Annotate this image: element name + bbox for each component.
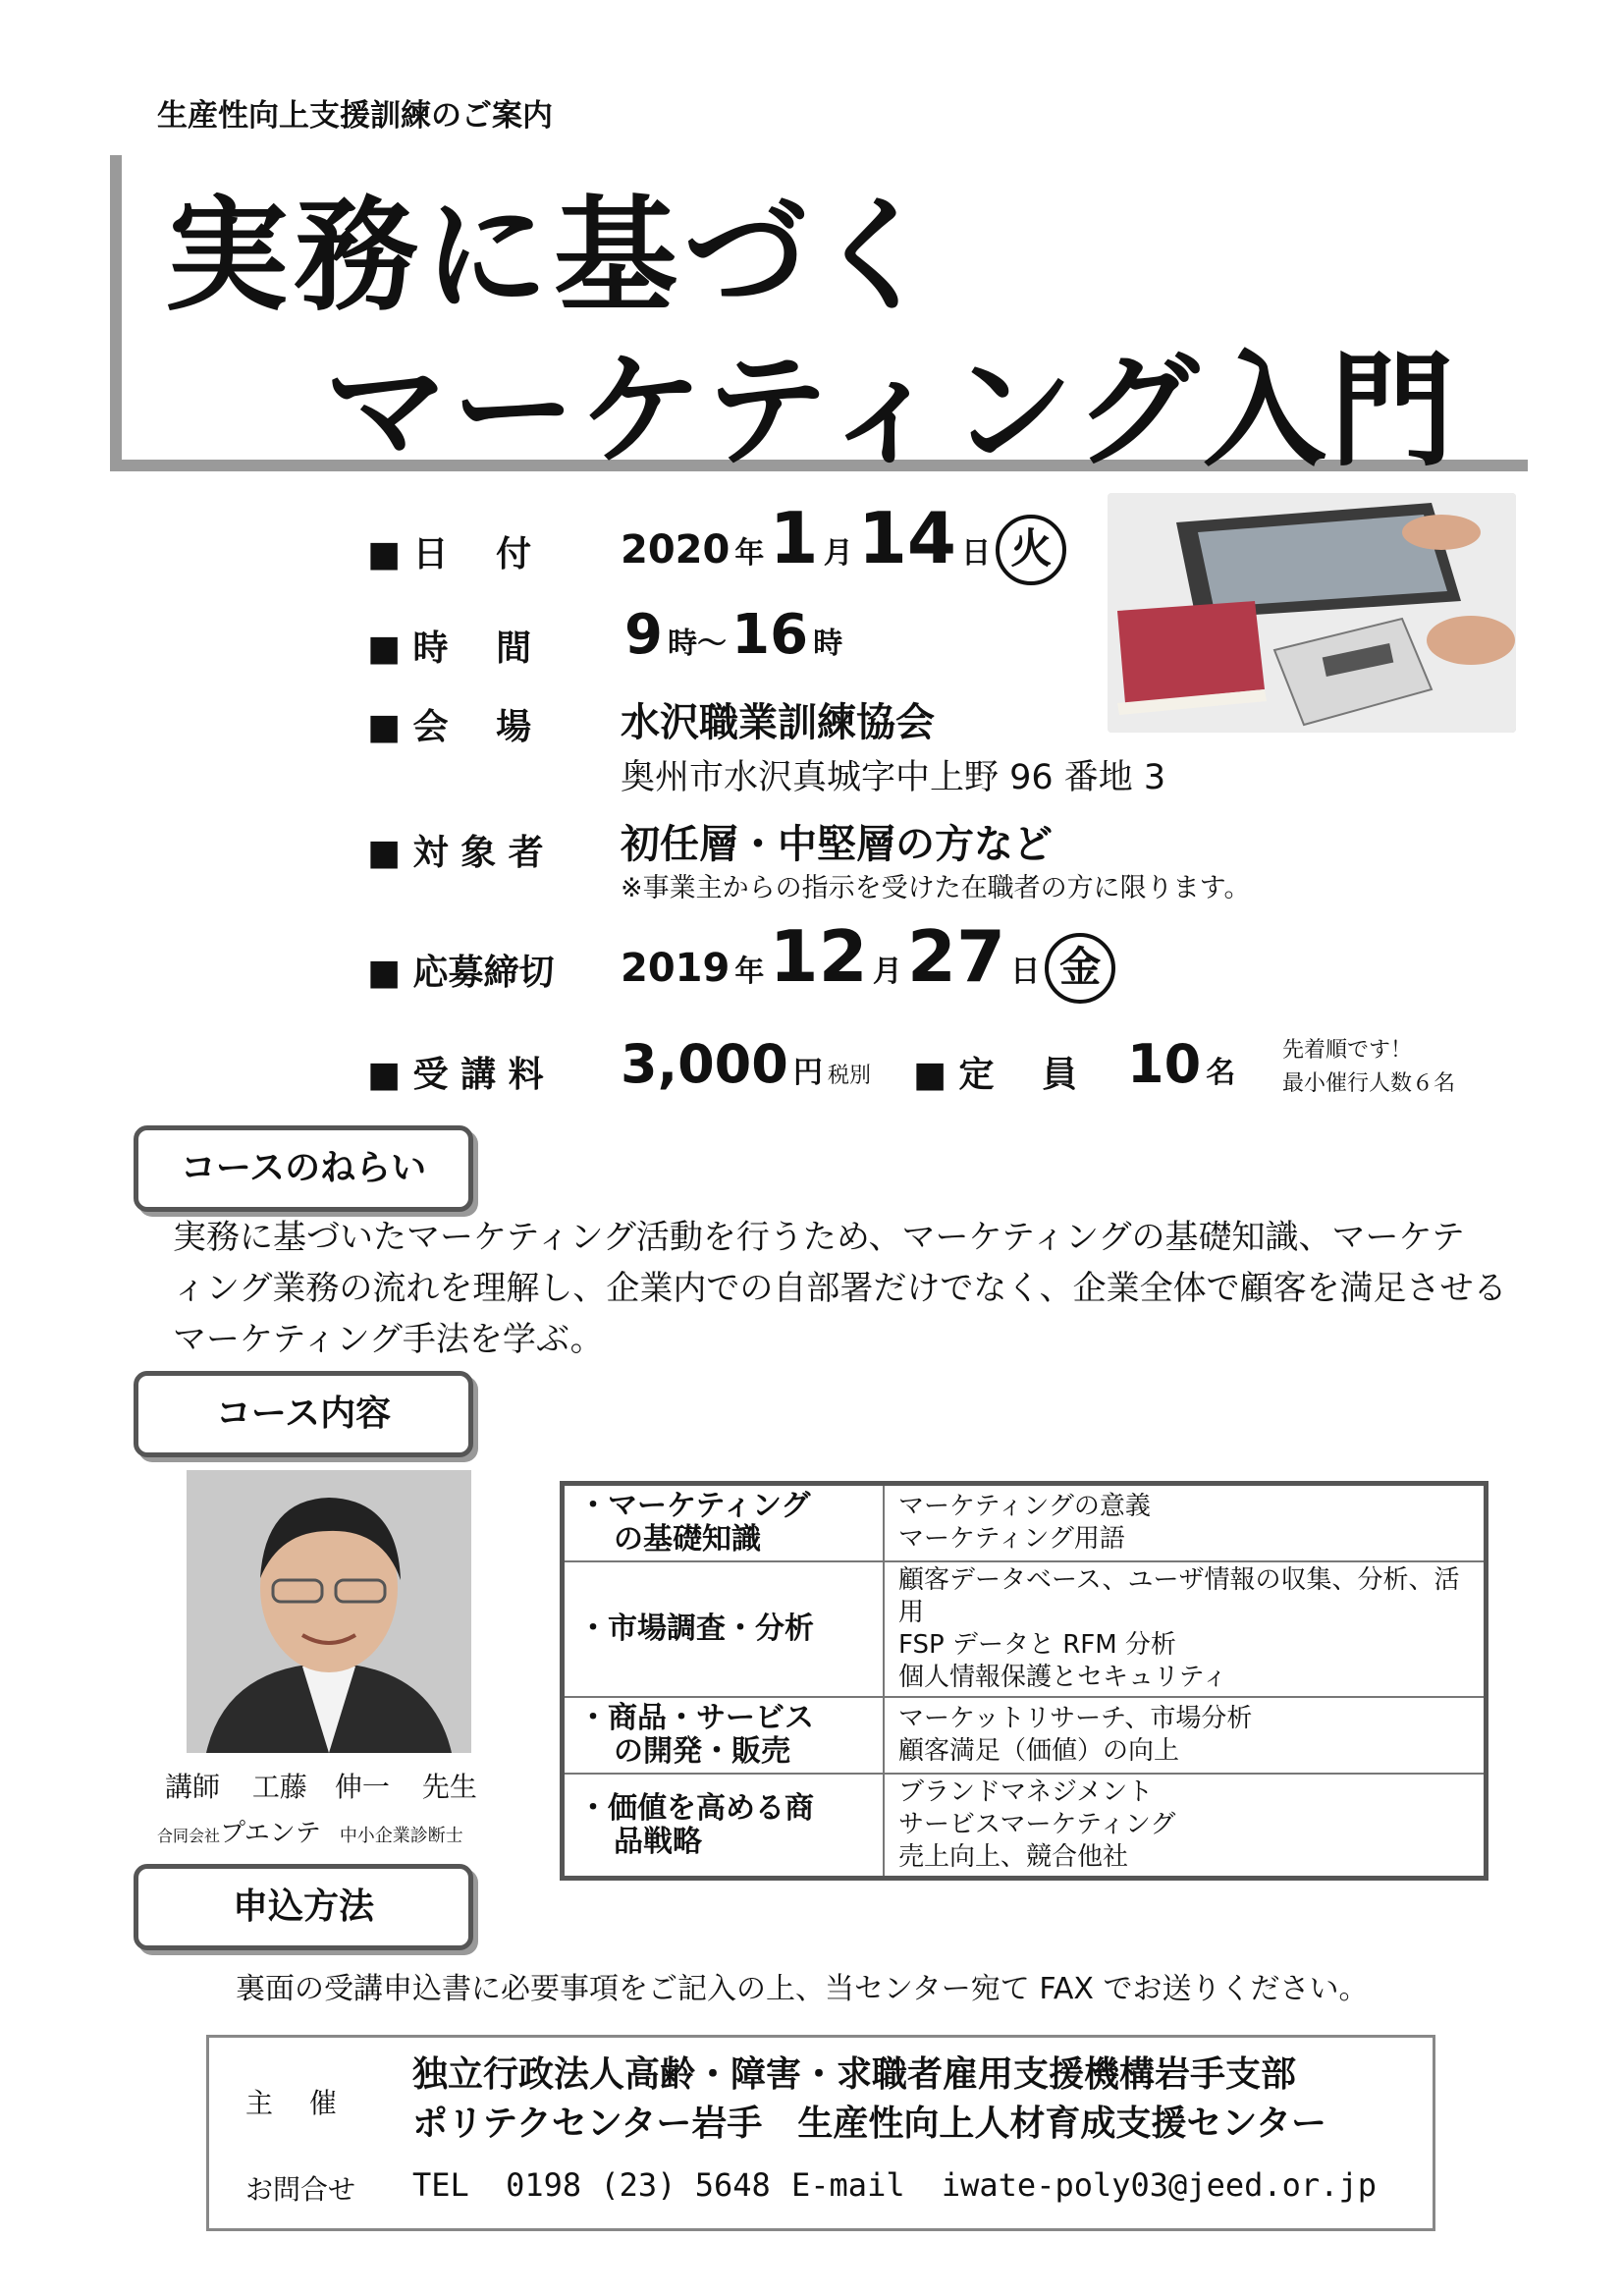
list-item: サービスマーケティング xyxy=(898,1810,1176,1839)
deadline-weekday-badge: 金 xyxy=(1045,933,1115,1004)
time-separator: 時〜 xyxy=(668,627,728,661)
apply-instructions: 裏面の受講申込書に必要事項をご記入の上、当センター宛て FAX でお送りください。 xyxy=(236,1972,1369,2006)
list-item: 個人情報保護とセキュリティ xyxy=(898,1663,1228,1692)
items-cell xyxy=(884,1697,1487,1774)
fee-amount: 3,000 xyxy=(621,1033,788,1095)
capacity-label: ■ 定 員 xyxy=(913,1055,1078,1095)
sponsor-line-1: 独立行政法人高齢・障害・求職者雇用支援機構岩手支部 xyxy=(412,2054,1297,2095)
deadline-year: 2019 xyxy=(621,946,730,991)
table-row xyxy=(563,1561,1487,1697)
sponsor-line-2: ポリテクセンター岩手 生産性向上人材育成支援センター xyxy=(412,2104,1326,2144)
capacity-value xyxy=(1127,1033,1235,1095)
fee-label: ■ 受 講 料 xyxy=(367,1055,544,1095)
table-row xyxy=(563,1697,1487,1774)
list-item: FSP データと RFM 分析 xyxy=(898,1630,1176,1660)
sponsor-label: 主 催 xyxy=(245,2087,337,2119)
list-item: 顧客満足（価値）の向上 xyxy=(898,1736,1180,1766)
contact-label: お問合せ xyxy=(245,2173,356,2206)
page-title-line1: 実務に基づく xyxy=(165,184,943,328)
date-month: 1 xyxy=(769,497,819,579)
instructor-portrait-illustration xyxy=(187,1470,471,1753)
date-day-unit: 日 xyxy=(961,536,992,571)
fee-value xyxy=(621,1033,871,1095)
table-row xyxy=(563,1774,1487,1879)
date-label: ■ 日 付 xyxy=(367,534,532,574)
target-value: 初任層・中堅層の方など xyxy=(621,822,1053,867)
date-value xyxy=(621,497,1066,585)
items-cell xyxy=(884,1774,1487,1879)
items-cell xyxy=(884,1561,1487,1697)
table-row xyxy=(563,1484,1487,1562)
list-item: 売上向上、競合他社 xyxy=(898,1842,1129,1872)
section-heading-aim: コースのねらい xyxy=(134,1125,473,1212)
topic-cell: ・価値を高める商 品戦略 xyxy=(563,1774,885,1879)
company-prefix: 合同会社 xyxy=(157,1827,221,1845)
capacity-number: 10 xyxy=(1127,1033,1202,1095)
instructor-honorific: 先生 xyxy=(421,1771,477,1803)
tel-number: 0198 (23) 5648 xyxy=(506,2166,771,2204)
date-year: 2020 xyxy=(621,527,730,573)
contact-email xyxy=(791,2166,1377,2204)
deadline-label: ■ 応募締切 xyxy=(367,953,555,993)
date-weekday-badge: 火 xyxy=(996,515,1066,585)
deadline-day-unit: 日 xyxy=(1010,955,1041,989)
deadline-month: 12 xyxy=(769,915,868,998)
aim-line-3: マーケティング手法を学ぶ。 xyxy=(173,1320,604,1359)
time-end: 16 xyxy=(731,603,809,667)
desk-photo xyxy=(1108,493,1516,733)
topic-cell: ・商品・サービス の開発・販売 xyxy=(563,1697,885,1774)
venue-address: 奥州市水沢真城字中上野 96 番地 3 xyxy=(621,758,1166,797)
deadline-year-unit: 年 xyxy=(734,955,765,989)
aim-line-1: 実務に基づいたマーケティング活動を行うため、マーケティングの基礎知識、マーケテ xyxy=(173,1218,1465,1257)
list-item: マーケティング用語 xyxy=(898,1524,1125,1554)
tel-label: TEL xyxy=(412,2166,469,2204)
date-month-unit: 月 xyxy=(823,536,853,571)
instructor-photo xyxy=(187,1470,471,1753)
section-heading-content: コース内容 xyxy=(134,1371,473,1457)
list-item: ブランドマネジメント xyxy=(898,1777,1154,1807)
venue-label: ■ 会 場 xyxy=(367,707,532,747)
time-label: ■ 時 間 xyxy=(367,629,532,669)
email-label: E-mail xyxy=(791,2166,905,2204)
capacity-note-first-come: 先着順です！ xyxy=(1282,1038,1413,1063)
instructor-role: 講師 xyxy=(165,1771,221,1803)
contact-phone xyxy=(412,2166,771,2204)
date-day: 14 xyxy=(857,497,957,579)
instructor-name-line xyxy=(165,1766,477,1805)
deadline-value xyxy=(621,915,1115,1004)
topic-cell: ・市場調査・分析 xyxy=(563,1561,885,1697)
time-end-unit: 時 xyxy=(813,627,843,661)
target-note: ※事業主からの指示を受けた在職者の方に限ります。 xyxy=(621,873,1251,903)
aim-line-2: ィング業務の流れを理解し、企業内での自部署だけでなく、企業全体で顧客を満足させる xyxy=(173,1269,1507,1308)
items-cell xyxy=(884,1484,1487,1562)
capacity-note-minimum: 最小催行人数６名 xyxy=(1282,1071,1456,1096)
laptop-calculator-illustration xyxy=(1108,493,1516,733)
flyer-subtitle: 生産性向上支援訓練のご案内 xyxy=(157,98,553,134)
time-start: 9 xyxy=(624,603,663,667)
venue-name: 水沢職業訓練協会 xyxy=(621,700,935,745)
section-heading-apply: 申込方法 xyxy=(134,1864,473,1950)
course-content-table xyxy=(560,1481,1488,1881)
fee-tax-note: 税別 xyxy=(828,1064,872,1088)
list-item: マーケティングの意義 xyxy=(898,1492,1151,1521)
instructor-qualification: 中小企業診断士 xyxy=(339,1826,463,1846)
time-value xyxy=(624,603,842,667)
page-title-line2: マーケティング入門 xyxy=(324,339,1458,483)
list-item: マーケットリサーチ、市場分析 xyxy=(898,1704,1253,1733)
target-label: ■ 対 象 者 xyxy=(367,833,544,873)
capacity-unit: 名 xyxy=(1206,1056,1236,1090)
instructor-name: 工藤 伸一 xyxy=(251,1771,390,1803)
date-year-unit: 年 xyxy=(734,536,765,571)
deadline-day: 27 xyxy=(906,915,1006,998)
list-item: 顧客データベース、ユーザ情報の収集、分析、活用 xyxy=(898,1565,1460,1627)
topic-cell: ・マーケティング の基礎知識 xyxy=(563,1484,885,1562)
deadline-month-unit: 月 xyxy=(872,955,902,989)
email-address: iwate-poly03@jeed.or.jp xyxy=(941,2166,1377,2204)
company-name: プエンテ xyxy=(220,1819,321,1848)
instructor-affiliation xyxy=(157,1813,463,1849)
fee-unit: 円 xyxy=(792,1056,823,1090)
